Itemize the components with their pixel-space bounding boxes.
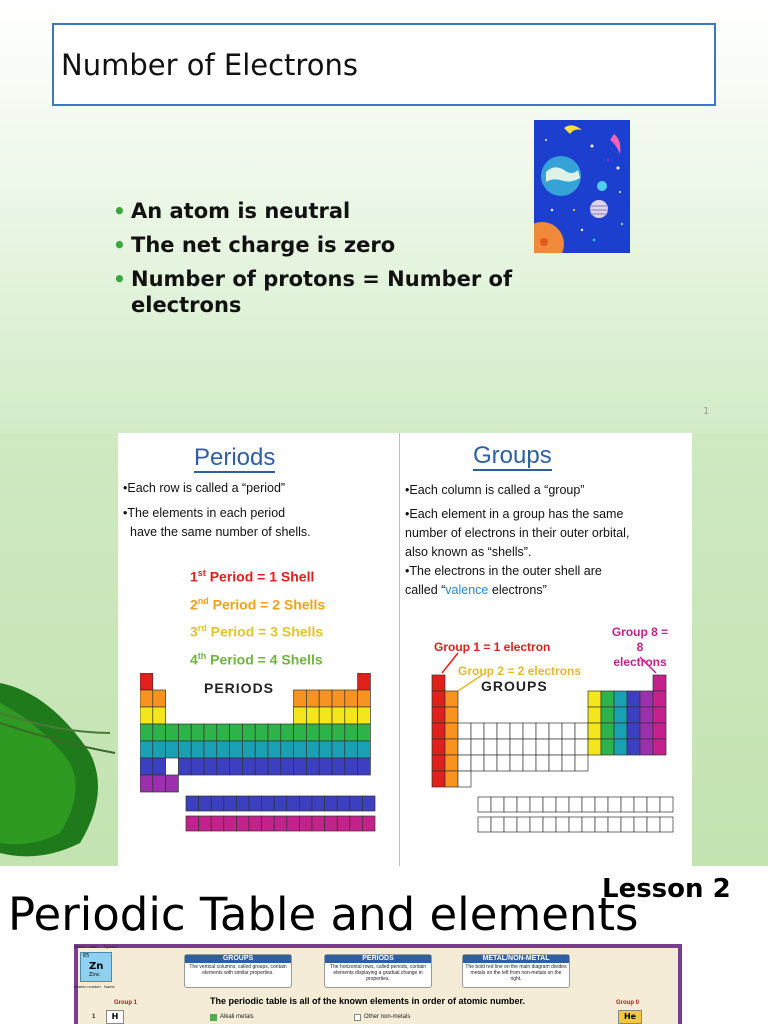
period-cell bbox=[294, 758, 307, 775]
group-cell bbox=[575, 755, 588, 771]
group-cell bbox=[653, 739, 666, 755]
period-cell bbox=[281, 741, 294, 758]
lanthanide-cell bbox=[556, 797, 569, 812]
period-cell bbox=[230, 758, 243, 775]
bullet-icon: • bbox=[113, 199, 126, 223]
bullet-item bbox=[113, 266, 583, 318]
lanthanide-cell bbox=[287, 796, 300, 811]
nonmetal-key-label: Other non-metals bbox=[364, 1014, 411, 1020]
actinide-cell bbox=[491, 817, 504, 832]
period-cell bbox=[140, 741, 153, 758]
poster-main-text: The periodic table is all of the known elements in order of atomic number. bbox=[210, 996, 526, 1006]
period-cell bbox=[345, 724, 358, 741]
group-cell bbox=[471, 739, 484, 755]
group-cell bbox=[601, 691, 614, 707]
actinide-cell bbox=[621, 817, 634, 832]
symbol-label: Symbol bbox=[104, 944, 118, 949]
group-cell bbox=[458, 739, 471, 755]
group-cell bbox=[523, 755, 536, 771]
periods-table-label: PERIODS bbox=[204, 680, 275, 696]
lanthanide-cell bbox=[337, 796, 350, 811]
group-cell bbox=[653, 723, 666, 739]
slide-number: 1 bbox=[703, 406, 710, 417]
period-cell bbox=[255, 758, 268, 775]
period-cell bbox=[281, 724, 294, 741]
lanthanide-cell bbox=[236, 796, 249, 811]
groups-heading: Groups bbox=[473, 442, 552, 469]
groups-table-diagram bbox=[418, 633, 678, 848]
space-planets-image bbox=[534, 120, 630, 253]
actinide-cell bbox=[478, 817, 491, 832]
period-cell bbox=[191, 741, 204, 758]
group-cell bbox=[614, 691, 627, 707]
period-cell bbox=[153, 741, 166, 758]
lanthanide-cell bbox=[325, 796, 338, 811]
period-cell bbox=[153, 707, 166, 724]
period-cell bbox=[332, 758, 345, 775]
group-cell bbox=[445, 739, 458, 755]
groups-text-6: called “valence electrons” bbox=[405, 583, 547, 597]
periods-text-1: •Each row is called a “period” bbox=[123, 481, 286, 495]
group2-label: Group 2 = 2 electrons bbox=[458, 664, 582, 678]
lanthanide-cell bbox=[621, 797, 634, 812]
group-cell bbox=[640, 691, 653, 707]
period-cell bbox=[268, 758, 281, 775]
actinide-cell bbox=[249, 816, 262, 831]
row1-number: 1 bbox=[92, 1014, 96, 1020]
period-cell bbox=[306, 690, 319, 707]
metal-nonmetal-info-box: METAL/NON-METAL The bold red line on the main diagram divides metals on the left from non-metals on the right. bbox=[462, 954, 570, 988]
group-cell bbox=[484, 755, 497, 771]
group-cell bbox=[588, 707, 601, 723]
lanthanide-cell bbox=[211, 796, 224, 811]
period-cell bbox=[217, 724, 230, 741]
period-shell-list bbox=[190, 561, 325, 672]
actinide-cell bbox=[608, 817, 621, 832]
group-cell bbox=[471, 723, 484, 739]
periodic-table-poster bbox=[74, 944, 682, 1024]
period-cell bbox=[204, 758, 217, 775]
bullet-text: The net charge is zero bbox=[131, 233, 396, 257]
groups-text-2: •Each element in a group has the same bbox=[405, 507, 624, 521]
period-item: 2nd Period = 2 Shells bbox=[190, 595, 326, 613]
period-cell bbox=[242, 724, 255, 741]
period-cell bbox=[178, 741, 191, 758]
actinide-cell bbox=[274, 816, 287, 831]
arrow-icon bbox=[458, 675, 482, 691]
period-cell bbox=[294, 724, 307, 741]
lanthanide-cell bbox=[199, 796, 212, 811]
groups-info-box: GROUPS The vertical columns, called groups, contain elements with similar properties. bbox=[184, 954, 292, 988]
groups-text-5: •The electrons in the outer shell are bbox=[405, 564, 602, 578]
group-cell bbox=[614, 739, 627, 755]
actinide-cell bbox=[517, 817, 530, 832]
group-cell bbox=[432, 691, 445, 707]
alkali-key-swatch bbox=[210, 1014, 217, 1021]
period-cell bbox=[332, 707, 345, 724]
slide-periods-groups bbox=[0, 433, 768, 866]
arrow-icon bbox=[640, 657, 656, 673]
period-cell bbox=[153, 690, 166, 707]
group1-label: Group 1 = 1 electron bbox=[434, 640, 551, 654]
group-cell bbox=[523, 723, 536, 739]
group-cell bbox=[562, 755, 575, 771]
period-cell bbox=[242, 741, 255, 758]
period-cell bbox=[153, 724, 166, 741]
lanthanide-cell bbox=[517, 797, 530, 812]
group-cell bbox=[471, 755, 484, 771]
period-cell bbox=[191, 724, 204, 741]
period-cell bbox=[358, 707, 371, 724]
group-cell bbox=[458, 771, 471, 787]
slide-title-box bbox=[52, 23, 716, 106]
lanthanide-cell bbox=[312, 796, 325, 811]
bullet-list bbox=[113, 198, 583, 326]
group-cell bbox=[445, 691, 458, 707]
actinide-cell bbox=[634, 817, 647, 832]
actinide-cell bbox=[582, 817, 595, 832]
slide-title: Periodic Table and elements bbox=[8, 888, 639, 941]
lanthanide-cell bbox=[634, 797, 647, 812]
period-cell bbox=[345, 741, 358, 758]
group0-poster-label: Group 0 bbox=[616, 1000, 640, 1006]
arrow-icon bbox=[442, 653, 458, 673]
period-cell bbox=[268, 741, 281, 758]
period-cell bbox=[345, 758, 358, 775]
lanthanide-cell bbox=[224, 796, 237, 811]
period-cell bbox=[294, 741, 307, 758]
bullet-icon: • bbox=[113, 233, 126, 257]
group-cell bbox=[432, 723, 445, 739]
group-cell bbox=[627, 739, 640, 755]
group-cell bbox=[614, 707, 627, 723]
period-cell bbox=[306, 741, 319, 758]
period-cell bbox=[319, 707, 332, 724]
period-cell bbox=[140, 673, 153, 690]
group-cell bbox=[640, 739, 653, 755]
group-cell bbox=[458, 723, 471, 739]
group-cell bbox=[640, 707, 653, 723]
period-cell bbox=[204, 741, 217, 758]
actinide-cell bbox=[362, 816, 375, 831]
lanthanide-cell bbox=[491, 797, 504, 812]
group-cell bbox=[601, 723, 614, 739]
actinide-cell bbox=[530, 817, 543, 832]
group-cell bbox=[536, 755, 549, 771]
group-cell bbox=[432, 707, 445, 723]
group-cell bbox=[432, 755, 445, 771]
group-cell bbox=[536, 723, 549, 739]
actinide-cell bbox=[595, 817, 608, 832]
lanthanide-cell bbox=[350, 796, 363, 811]
group-cell bbox=[627, 691, 640, 707]
actinide-cell bbox=[660, 817, 673, 832]
lesson-label: Lesson 2 bbox=[602, 874, 731, 904]
periods-heading: Periods bbox=[194, 444, 276, 471]
periods-text-3: have the same number of shells. bbox=[130, 525, 311, 539]
lanthanide-cell bbox=[582, 797, 595, 812]
bullet-item bbox=[113, 232, 583, 258]
actinide-cell bbox=[543, 817, 556, 832]
period-cell bbox=[358, 724, 371, 741]
atomic-number-label: Atomic number bbox=[74, 984, 101, 989]
group-cell bbox=[627, 723, 640, 739]
divider bbox=[399, 433, 400, 866]
actinide-cell bbox=[211, 816, 224, 831]
lanthanide-cell bbox=[543, 797, 556, 812]
actinide-cell bbox=[299, 816, 312, 831]
group-cell bbox=[549, 755, 562, 771]
period-cell bbox=[294, 690, 307, 707]
group-cell bbox=[588, 723, 601, 739]
period-cell bbox=[294, 707, 307, 724]
lanthanide-cell bbox=[647, 797, 660, 812]
bullet-text: An atom is neutral bbox=[131, 199, 351, 223]
group-cell bbox=[510, 755, 523, 771]
group-cell bbox=[588, 739, 601, 755]
actinide-cell bbox=[350, 816, 363, 831]
nonmetal-key-swatch bbox=[354, 1014, 361, 1021]
group-cell bbox=[653, 707, 666, 723]
period-cell bbox=[255, 724, 268, 741]
period-item: 3rd Period = 3 Shells bbox=[190, 623, 324, 640]
period-cell bbox=[358, 741, 371, 758]
lanthanide-cell bbox=[595, 797, 608, 812]
group-cell bbox=[432, 771, 445, 787]
lanthanide-cell bbox=[608, 797, 621, 812]
groups-table-label: GROUPS bbox=[481, 678, 548, 694]
group1-poster-label: Group 1 bbox=[114, 1000, 138, 1006]
period-cell bbox=[204, 724, 217, 741]
actinide-cell bbox=[224, 816, 237, 831]
group-cell bbox=[562, 723, 575, 739]
actinide-cell bbox=[556, 817, 569, 832]
period-cell bbox=[217, 741, 230, 758]
lanthanide-cell bbox=[274, 796, 287, 811]
group-cell bbox=[575, 723, 588, 739]
actinide-cell bbox=[312, 816, 325, 831]
period-cell bbox=[332, 741, 345, 758]
bullet-icon: • bbox=[113, 267, 126, 291]
actinide-cell bbox=[186, 816, 199, 831]
period-cell bbox=[217, 758, 230, 775]
group-cell bbox=[640, 723, 653, 739]
actinide-cell bbox=[569, 817, 582, 832]
group-cell bbox=[432, 675, 445, 691]
slide-number-of-electrons bbox=[0, 0, 768, 433]
group-cell bbox=[549, 723, 562, 739]
group-cell bbox=[445, 755, 458, 771]
period-cell bbox=[358, 690, 371, 707]
group-cell bbox=[497, 723, 510, 739]
group-cell bbox=[458, 755, 471, 771]
period-cell bbox=[345, 690, 358, 707]
actinide-cell bbox=[287, 816, 300, 831]
period-cell bbox=[230, 741, 243, 758]
period-cell bbox=[140, 775, 153, 792]
period-cell bbox=[319, 690, 332, 707]
period-cell bbox=[140, 758, 153, 775]
actinide-cell bbox=[647, 817, 660, 832]
bullet-text: Number of protons = Number of electrons bbox=[131, 267, 513, 317]
period-cell bbox=[140, 724, 153, 741]
name-label: Name bbox=[104, 984, 115, 989]
period-cell bbox=[178, 758, 191, 775]
actinide-cell bbox=[325, 816, 338, 831]
actinide-cell bbox=[199, 816, 212, 831]
group-cell bbox=[601, 739, 614, 755]
lanthanide-cell bbox=[186, 796, 199, 811]
slide-title: Number of Electrons bbox=[61, 47, 358, 82]
group-cell bbox=[445, 771, 458, 787]
period-cell bbox=[345, 707, 358, 724]
period-cell bbox=[153, 775, 166, 792]
period-cell bbox=[281, 758, 294, 775]
hydrogen-cell: H bbox=[106, 1010, 124, 1024]
period-item: 1st Period = 1 Shell bbox=[190, 568, 315, 585]
group8-label: Group 8 = 8 electrons bbox=[611, 625, 669, 669]
periods-info-box: PERIODS The horizontal rows, called periods, contain elements displaying a gradual change in properties. bbox=[324, 954, 432, 988]
period-cell bbox=[306, 724, 319, 741]
actinide-cell bbox=[337, 816, 350, 831]
actinide-cell bbox=[504, 817, 517, 832]
alkali-key-label: Alkali metals bbox=[220, 1014, 254, 1020]
period-cell bbox=[306, 707, 319, 724]
period-cell bbox=[255, 741, 268, 758]
period-cell bbox=[242, 758, 255, 775]
period-cell bbox=[332, 690, 345, 707]
groups-text-3: number of electrons in their outer orbital, bbox=[405, 526, 630, 540]
slide-periodic-table bbox=[0, 866, 768, 1024]
lanthanide-cell bbox=[660, 797, 673, 812]
groups-text-1: •Each column is called a “group” bbox=[405, 483, 585, 497]
period-cell bbox=[166, 741, 179, 758]
period-cell bbox=[153, 758, 166, 775]
period-cell bbox=[332, 724, 345, 741]
group-cell bbox=[627, 707, 640, 723]
lanthanide-cell bbox=[504, 797, 517, 812]
group-cell bbox=[432, 739, 445, 755]
sample-element-key: 65 Zn Zinc bbox=[80, 952, 112, 982]
bullet-item bbox=[113, 198, 583, 224]
actinide-cell bbox=[236, 816, 249, 831]
lanthanide-cell bbox=[362, 796, 375, 811]
group-cell bbox=[549, 739, 562, 755]
groups-text-4: also known as “shells”. bbox=[405, 545, 532, 559]
period-cell bbox=[140, 690, 153, 707]
group-cell bbox=[510, 739, 523, 755]
period-item: 4th Period = 4 Shells bbox=[190, 650, 323, 668]
group-cell bbox=[510, 723, 523, 739]
group-cell bbox=[445, 707, 458, 723]
period-cell bbox=[306, 758, 319, 775]
group-cell bbox=[445, 723, 458, 739]
period-cell bbox=[166, 724, 179, 741]
periods-table-diagram bbox=[140, 673, 380, 843]
group-cell bbox=[484, 739, 497, 755]
group-cell bbox=[497, 739, 510, 755]
lanthanide-cell bbox=[262, 796, 275, 811]
period-cell bbox=[268, 724, 281, 741]
lanthanide-cell bbox=[569, 797, 582, 812]
group-cell bbox=[523, 739, 536, 755]
periods-groups-panel bbox=[118, 433, 692, 866]
periods-text-2: •The elements in each period bbox=[123, 506, 286, 520]
period-cell bbox=[319, 741, 332, 758]
group-cell bbox=[536, 739, 549, 755]
leaf-decoration-icon bbox=[0, 673, 120, 863]
group-cell bbox=[562, 739, 575, 755]
period-cell bbox=[191, 758, 204, 775]
lanthanide-cell bbox=[299, 796, 312, 811]
actinide-cell bbox=[262, 816, 275, 831]
group-cell bbox=[653, 691, 666, 707]
period-cell bbox=[140, 707, 153, 724]
group-cell bbox=[601, 707, 614, 723]
period-cell bbox=[358, 673, 371, 690]
group-cell bbox=[614, 723, 627, 739]
period-cell bbox=[178, 724, 191, 741]
period-cell bbox=[319, 724, 332, 741]
group-cell bbox=[484, 723, 497, 739]
lanthanide-cell bbox=[530, 797, 543, 812]
period-cell bbox=[319, 758, 332, 775]
group-cell bbox=[588, 691, 601, 707]
helium-cell: He bbox=[618, 1010, 642, 1024]
period-cell bbox=[230, 724, 243, 741]
lanthanide-cell bbox=[478, 797, 491, 812]
lanthanide-cell bbox=[249, 796, 262, 811]
period-cell bbox=[358, 758, 371, 775]
atomic-mass-label: Atomic mass bbox=[74, 944, 97, 949]
group-cell bbox=[653, 675, 666, 691]
period-cell bbox=[166, 775, 179, 792]
group-cell bbox=[497, 755, 510, 771]
group-cell bbox=[575, 739, 588, 755]
